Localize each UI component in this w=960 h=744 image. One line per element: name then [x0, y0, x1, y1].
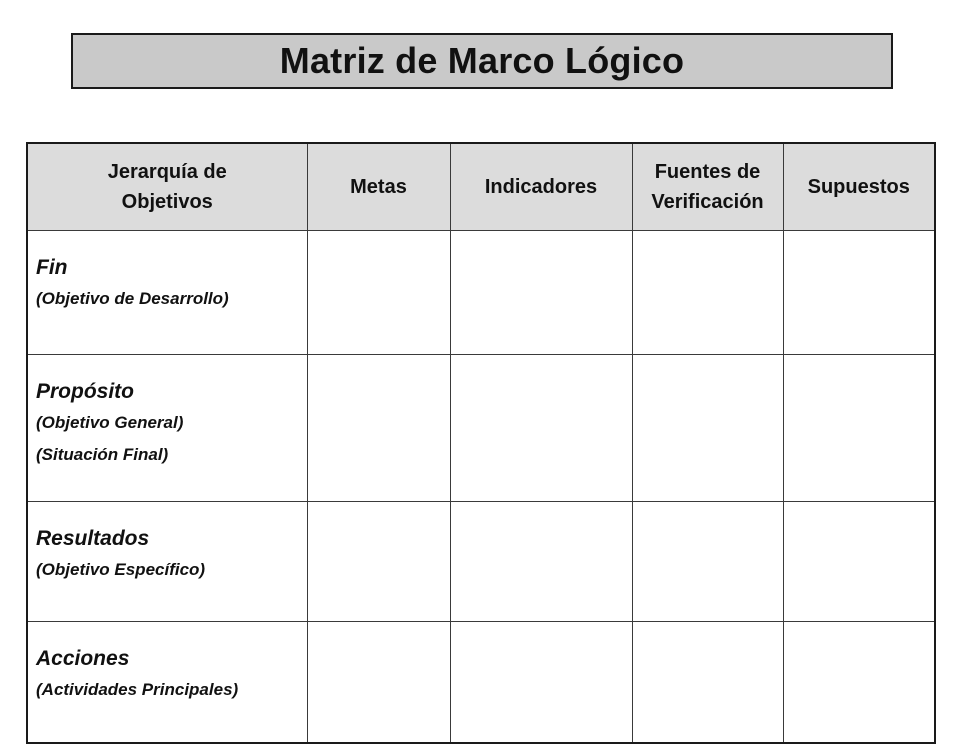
table-row [27, 622, 935, 744]
level-name: Resultados [36, 527, 150, 550]
title-banner [71, 33, 893, 89]
header-metas [307, 143, 450, 231]
cell-resultados-supuestos [783, 502, 935, 622]
table-row [27, 231, 935, 355]
header-row [27, 143, 935, 231]
cell-proposito-indicadores [450, 355, 632, 502]
level-subtitle: (Actividades Principales) [36, 680, 239, 699]
header-jerarquia-line-1: Jerarquía de [107, 161, 227, 183]
level-name: Acciones [36, 647, 130, 670]
header-supuestos [783, 143, 935, 231]
level-subtitle: (Objetivo General) [36, 413, 184, 432]
level-name: Propósito [36, 380, 134, 403]
header-fuentes-line-2: Verificación [651, 191, 764, 213]
level-subtitle: (Situación Final) [36, 445, 169, 464]
logframe-matrix [26, 142, 936, 744]
row-label-acciones [27, 622, 307, 744]
header-indicadores-label: Indicadores [484, 176, 598, 198]
row-label-resultados [27, 502, 307, 622]
header-fuentes [632, 143, 783, 231]
page-title: Matriz de Marco Lógico [279, 40, 685, 81]
cell-acciones-metas [307, 622, 450, 744]
cell-acciones-indicadores [450, 622, 632, 744]
cell-proposito-metas [307, 355, 450, 502]
cell-fin-indicadores [450, 231, 632, 355]
table-row [27, 502, 935, 622]
level-subtitle: (Objetivo de Desarrollo) [36, 289, 229, 308]
cell-resultados-metas [307, 502, 450, 622]
header-fuentes-line-1: Fuentes de [654, 161, 761, 183]
cell-proposito-supuestos [783, 355, 935, 502]
header-jerarquia-line-2: Objetivos [121, 191, 213, 213]
cell-fin-supuestos [783, 231, 935, 355]
cell-resultados-indicadores [450, 502, 632, 622]
header-indicadores [450, 143, 632, 231]
cell-resultados-fuentes [632, 502, 783, 622]
level-name: Fin [36, 256, 68, 279]
cell-proposito-fuentes [632, 355, 783, 502]
level-subtitle: (Objetivo Específico) [36, 560, 206, 579]
table-row [27, 355, 935, 502]
cell-fin-metas [307, 231, 450, 355]
cell-fin-fuentes [632, 231, 783, 355]
header-supuestos-label: Supuestos [807, 176, 910, 198]
row-label-fin [27, 231, 307, 355]
cell-acciones-fuentes [632, 622, 783, 744]
header-metas-label: Metas [350, 176, 407, 198]
header-jerarquia [27, 143, 307, 231]
cell-acciones-supuestos [783, 622, 935, 744]
row-label-proposito [27, 355, 307, 502]
